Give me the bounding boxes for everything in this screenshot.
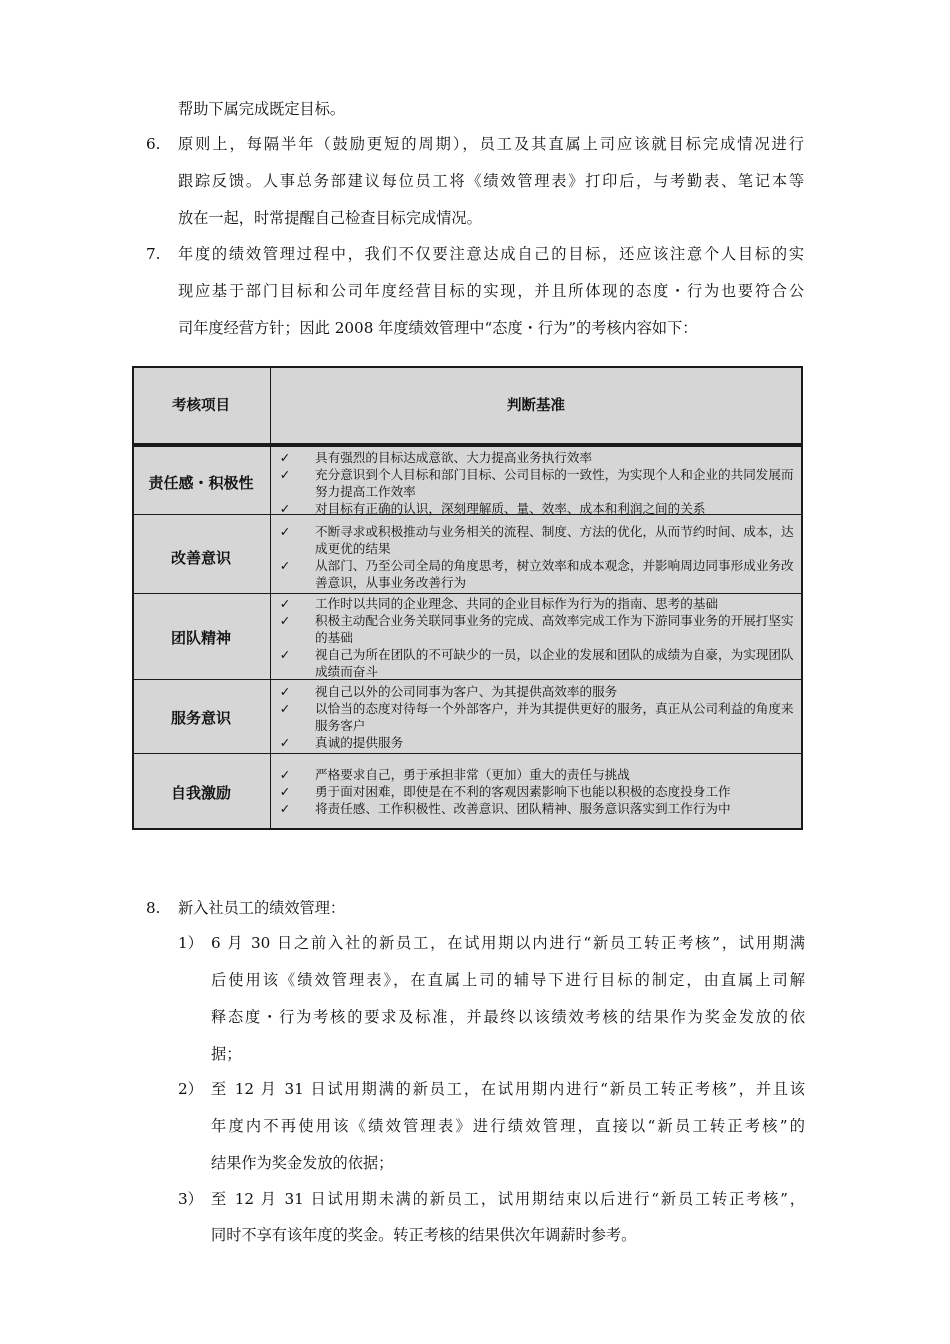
paragraph-5-continuation: 帮助下属完成既定目标。 (178, 100, 346, 118)
subitem-3-line-1: 至 12 月 31 日试用期未满的新员工，试用期结束以后进行“新员工转正考核”， (211, 1190, 805, 1208)
subitem-3-number: 3） (178, 1190, 203, 1208)
table-category-improvement: 改善意识 (170, 549, 231, 567)
check-icon: ✓ (279, 767, 291, 782)
check-icon: ✓ (279, 467, 291, 482)
subitem-1-number: 1） (178, 934, 203, 952)
subitem-2-line-1: 至 12 月 31 日试用期满的新员工，在试用期内进行“新员工转正考核”，并且该 (211, 1080, 805, 1098)
table-category-self-motivation: 自我激励 (170, 784, 231, 802)
criteria-item: 严格要求自己，勇于承担非常（更加）重大的责任与挑战 (315, 767, 630, 782)
criteria-item: 勇于面对困难，即使是在不利的客观因素影响下也能以积极的态度投身工作 (315, 784, 731, 799)
criteria-item: 真诚的提供服务 (315, 735, 404, 750)
subitem-1-line-1: 6 月 30 日之前入社的新员工，在试用期以内进行“新员工转正考核”，试用期满 (211, 934, 805, 952)
check-icon: ✓ (279, 784, 291, 799)
table-category-service: 服务意识 (170, 709, 231, 727)
criteria-item: 工作时以共同的企业理念、共同的企业目标作为行为的指南、思考的基础 (315, 596, 718, 611)
table-category-teamwork: 团队精神 (170, 629, 231, 647)
subitem-2-number: 2） (178, 1080, 203, 1098)
paragraph-8-number: 8. (146, 899, 161, 917)
check-icon: ✓ (279, 450, 291, 465)
criteria-item: 对目标有正确的认识，深刻理解质、量、效率、成本和利润之间的关系 (315, 501, 706, 516)
paragraph-6-line-2: 跟踪反馈。人事总务部建议每位员工将《绩效管理表》打印后，与考勤表、笔记本等 (178, 172, 804, 190)
subitem-2-line-2: 年度内不再使用该《绩效管理表》进行绩效管理，直接以“新员工转正考核”的 (211, 1117, 805, 1135)
subitem-1-line-4: 据； (211, 1045, 242, 1063)
criteria-item: 不断寻求或积极推动与业务相关的流程、制度、方法的优化，从而节约时间、成本，达成更优的结果 (315, 524, 794, 556)
subitem-1-line-3: 释态度・行为考核的要求及标准，并最终以该绩效考核的结果作为奖金发放的依 (211, 1008, 805, 1026)
table-header-criteria: 判断基准 (507, 398, 565, 414)
check-icon: ✓ (279, 701, 291, 716)
table-category-responsibility: 责任感・积极性 (148, 474, 254, 492)
criteria-item: 充分意识到个人目标和部门目标、公司目标的一致性，为实现个人和企业的共同发展而努力提高工作效率 (315, 467, 794, 499)
check-icon: ✓ (279, 558, 291, 573)
paragraph-6-number: 6. (146, 135, 161, 153)
criteria-item: 从部门、乃至公司全局的角度思考，树立效率和成本观念，并影响周边同事形成业务改善意识，从事业务改善行为 (315, 558, 794, 590)
paragraph-7-number: 7. (146, 245, 161, 263)
check-icon: ✓ (279, 801, 291, 816)
check-icon: ✓ (279, 613, 291, 628)
check-icon: ✓ (279, 524, 291, 539)
paragraph-7-line-2: 现应基于部门目标和公司年度经营目标的实现，并且所体现的态度・行为也要符合公 (178, 282, 804, 300)
check-icon: ✓ (279, 596, 291, 611)
subitem-2-line-3: 结果作为奖金发放的依据； (211, 1154, 394, 1172)
check-icon: ✓ (279, 735, 291, 750)
check-icon: ✓ (279, 647, 291, 662)
criteria-item: 积极主动配合业务关联同事业务的完成、高效率完成工作为下游同事业务的开展打坚实的基础 (315, 613, 794, 645)
criteria-item: 将责任感、工作积极性、改善意识、团队精神、服务意识落实到工作行为中 (315, 801, 731, 816)
subitem-3-line-2: 同时不享有该年度的奖金。转正考核的结果供次年调薪时参考。 (211, 1226, 637, 1244)
table-header-item: 考核项目 (172, 398, 230, 414)
check-icon: ✓ (279, 501, 291, 516)
criteria-item: 具有强烈的目标达成意欲、大力提高业务执行效率 (315, 450, 593, 465)
subitem-1-line-2: 后使用该《绩效管理表》，在直属上司的辅导下进行目标的制定，由直属上司解 (211, 971, 805, 989)
attitude-behavior-table (132, 366, 803, 830)
paragraph-6-line-3: 放在一起，时常提醒自己检查目标完成情况。 (178, 209, 482, 227)
paragraph-6-line-1: 原则上，每隔半年（鼓励更短的周期），员工及其直属上司应该就目标完成情况进行 (178, 135, 804, 153)
criteria-item: 以恰当的态度对待每一个外部客户，并为其提供更好的服务，真正从公司利益的角度来服务客户 (315, 701, 794, 733)
criteria-item: 视自己为所在团队的不可缺少的一员，以企业的发展和团队的成绩为自豪，为实现团队成绩而奋斗 (315, 647, 794, 679)
check-icon: ✓ (279, 684, 291, 699)
paragraph-7-line-1: 年度的绩效管理过程中，我们不仅要注意达成自己的目标，还应该注意个人目标的实 (178, 245, 804, 263)
criteria-item: 视自己以外的公司同事为客户、为其提供高效率的服务 (315, 684, 618, 699)
paragraph-8-title: 新入社员工的绩效管理： (178, 899, 346, 917)
paragraph-7-line-3: 司年度经营方针；因此 2008 年度绩效管理中“态度・行为”的考核内容如下： (178, 319, 698, 337)
